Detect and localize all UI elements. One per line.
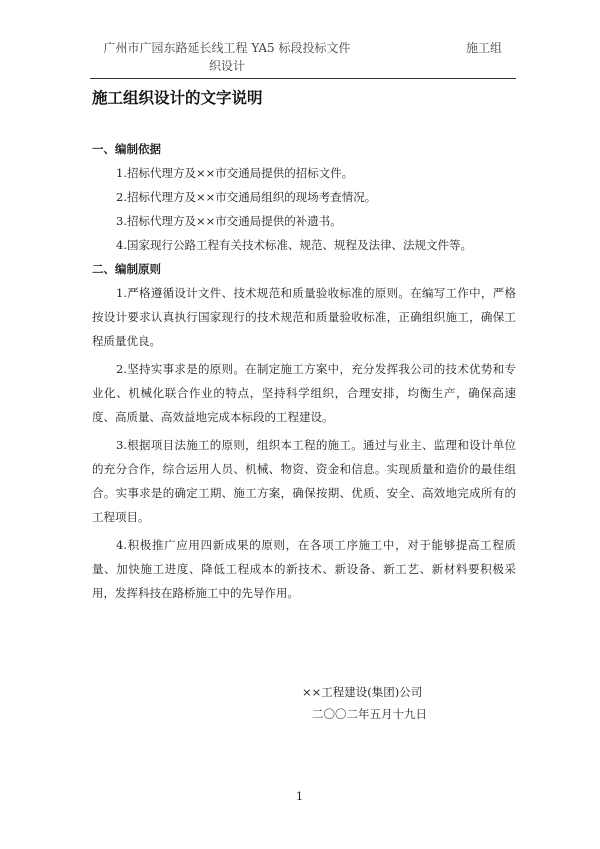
basis-item: 2.招标代理方及××市交通局组织的现场考查情况。: [116, 190, 377, 204]
header-line-1: 广州市广园东路延长线工程 YA5 标段投标文件: [103, 41, 351, 55]
header-document-name: [92, 39, 362, 75]
principle-paragraph: 1.严格遵循设计文件、技术规范和质量验收标准的原则。在编写工作中，严格按设计要求认真执行国家现行的技术规范和质量验收标准，正确组织施工，确保工程质量优良。: [92, 286, 516, 348]
basis-item: 4.国家现行公路工程有关技术标准、规范、规程及法律、法规文件等。: [116, 238, 472, 252]
section-heading-principles: 二、编制原则: [92, 262, 161, 276]
signature-date: 二〇〇二年五月十九日: [312, 707, 427, 721]
document-body: [92, 137, 516, 605]
page-number: 1: [296, 790, 303, 803]
header-line-2: 织设计: [208, 59, 245, 73]
header-department: 施工组: [466, 41, 503, 55]
basis-item: 1.招标代理方及××市交通局提供的招标文件。: [116, 166, 354, 180]
section-heading-basis: 一、编制依据: [92, 142, 161, 156]
basis-item: 3.招标代理方及××市交通局提供的补遗书。: [116, 214, 342, 228]
principle-paragraph: 3.根据项目法施工的原则，组织本工程的施工。通过与业主、监理和设计单位的充分合作，综合运用人员、机械、物资、资金和信息。实现质量和造价的最佳组合。实事求是的确定工期、施工方案，确保按期、优质、安全、高效地完成所有的工程项目。: [92, 438, 516, 524]
signature-company: ××工程建设(集团)公司: [302, 685, 423, 699]
principle-paragraph: 4.积极推广应用四新成果的原则，在各项工序施工中，对于能够提高工程质量、加快施工进度、降低工程成本的新技术、新设备、新工艺、新材料要积极采用，发挥科技在路桥施工中的先导作用。: [92, 538, 516, 600]
principle-paragraph: 2.坚持实事求是的原则。在制定施工方案中，充分发挥我公司的技术优势和专业化、机械化联合作业的特点，坚持科学组织，合理安排，均衡生产，确保高速度、高质量、高效益地完成本标段的工程建设。: [92, 362, 516, 424]
page-title: 施工组织设计的文字说明: [92, 88, 263, 107]
header-divider: [90, 78, 516, 79]
